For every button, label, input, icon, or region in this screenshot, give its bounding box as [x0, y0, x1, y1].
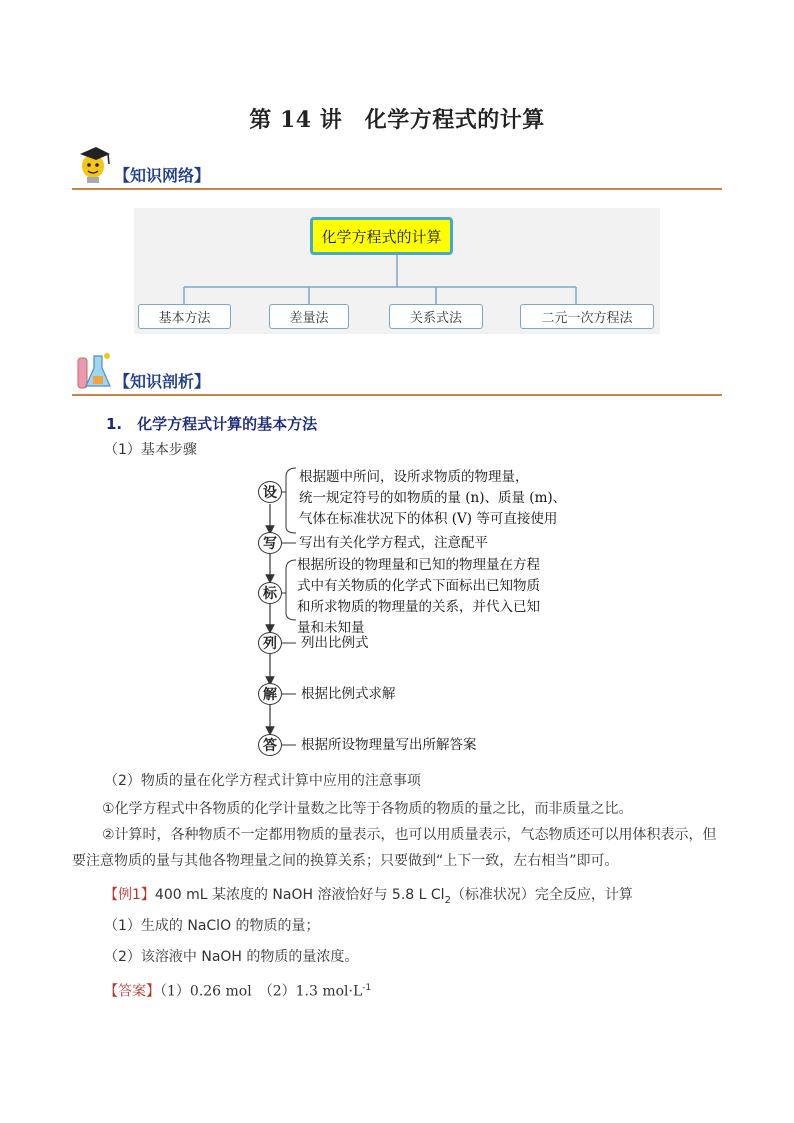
diagram-node-difference-method: 差量法	[269, 304, 349, 329]
example-tag: 【例1】	[104, 887, 155, 903]
example-question-2: （2）该溶液中 NaOH 的物质的量浓度。	[104, 949, 359, 965]
steps-flow-arrows	[258, 480, 282, 750]
example-question-1: （1）生成的 NaClO 的物质的量；	[104, 918, 320, 934]
step-circle-solve: 解	[258, 683, 282, 705]
subsection-heading: 1. 化学方程式计算的基本方法	[106, 415, 318, 433]
example-1: 【例1】400 mL 某浓度的 NaOH 溶液恰好与 5.8 L $Cl_2$（标准状况）完全反应，计算	[104, 887, 633, 906]
step-circle-list: 列	[258, 632, 282, 654]
graduate-bulb-icon	[76, 144, 114, 188]
step-circle-mark: 标	[258, 582, 282, 604]
section-divider	[72, 394, 722, 396]
diagram-node-equation-method: 二元一次方程法	[520, 304, 654, 329]
note-2-line-1: ②计算时，各种物质不一定都用物质的量表示，也可以用质量表示，气态物质还可以用体积表示，但	[102, 827, 717, 843]
note-2-line-2: 要注意物质的量与其他各物理量之间的换算关系；只要做到“上下一致，左右相当”即可。	[72, 853, 619, 869]
diagram-node-basic-method: 基本方法	[138, 304, 231, 329]
step-circle-write: 写	[258, 532, 282, 554]
step-write-text: 写出有关化学方程式，注意配平	[299, 535, 488, 551]
section-header-knowledge-network	[72, 150, 722, 190]
step-mark-text: 根据所设的物理量和已知的物理量在方程 式中有关物质的化学式下面标出已知物质 和所求物质的物理量的关系，并代入已知 量和未知量	[297, 557, 540, 636]
section-divider	[72, 188, 722, 190]
diagram-node-relation-method: 关系式法	[389, 304, 483, 329]
step-circle-answer: 答	[258, 734, 282, 756]
section-label: 【知识剖析】	[114, 372, 211, 391]
step-solve-text: 根据比例式求解	[301, 686, 396, 702]
step-circle-set: 设	[258, 481, 282, 503]
section-label: 【知识网络】	[114, 166, 211, 185]
answer-1: 【答案】（1）0.26 mol （2）1.3 $mol\cdot L^{-1}$	[104, 983, 372, 1000]
knowledge-network-diagram	[134, 208, 660, 334]
step-answer-text: 根据所设物理量写出所解答案	[301, 737, 477, 753]
page-title: 第 14 讲 化学方程式的计算	[249, 107, 545, 133]
note-1: ①化学方程式中各物质的化学计量数之比等于各物质的物质的量之比，而非质量之比。	[102, 801, 633, 817]
basic-steps-label: （1）基本步骤	[104, 442, 197, 458]
notes-heading: （2）物质的量在化学方程式计算中应用的注意事项	[104, 773, 421, 789]
answer-tag: 【答案】	[104, 983, 160, 1000]
section-header-knowledge-analysis	[72, 356, 722, 396]
step-set-text: 根据题中所问，设所求物质的物理量， 统一规定符号的如物质的量 (n)、质量 (m)、 气体在标准状况下的体积 (V) 等可直接使用	[299, 469, 567, 527]
diagram-root-node: 化学方程式的计算	[310, 217, 453, 255]
step-list-text: 列出比例式	[301, 635, 369, 651]
flask-icon	[74, 350, 114, 394]
